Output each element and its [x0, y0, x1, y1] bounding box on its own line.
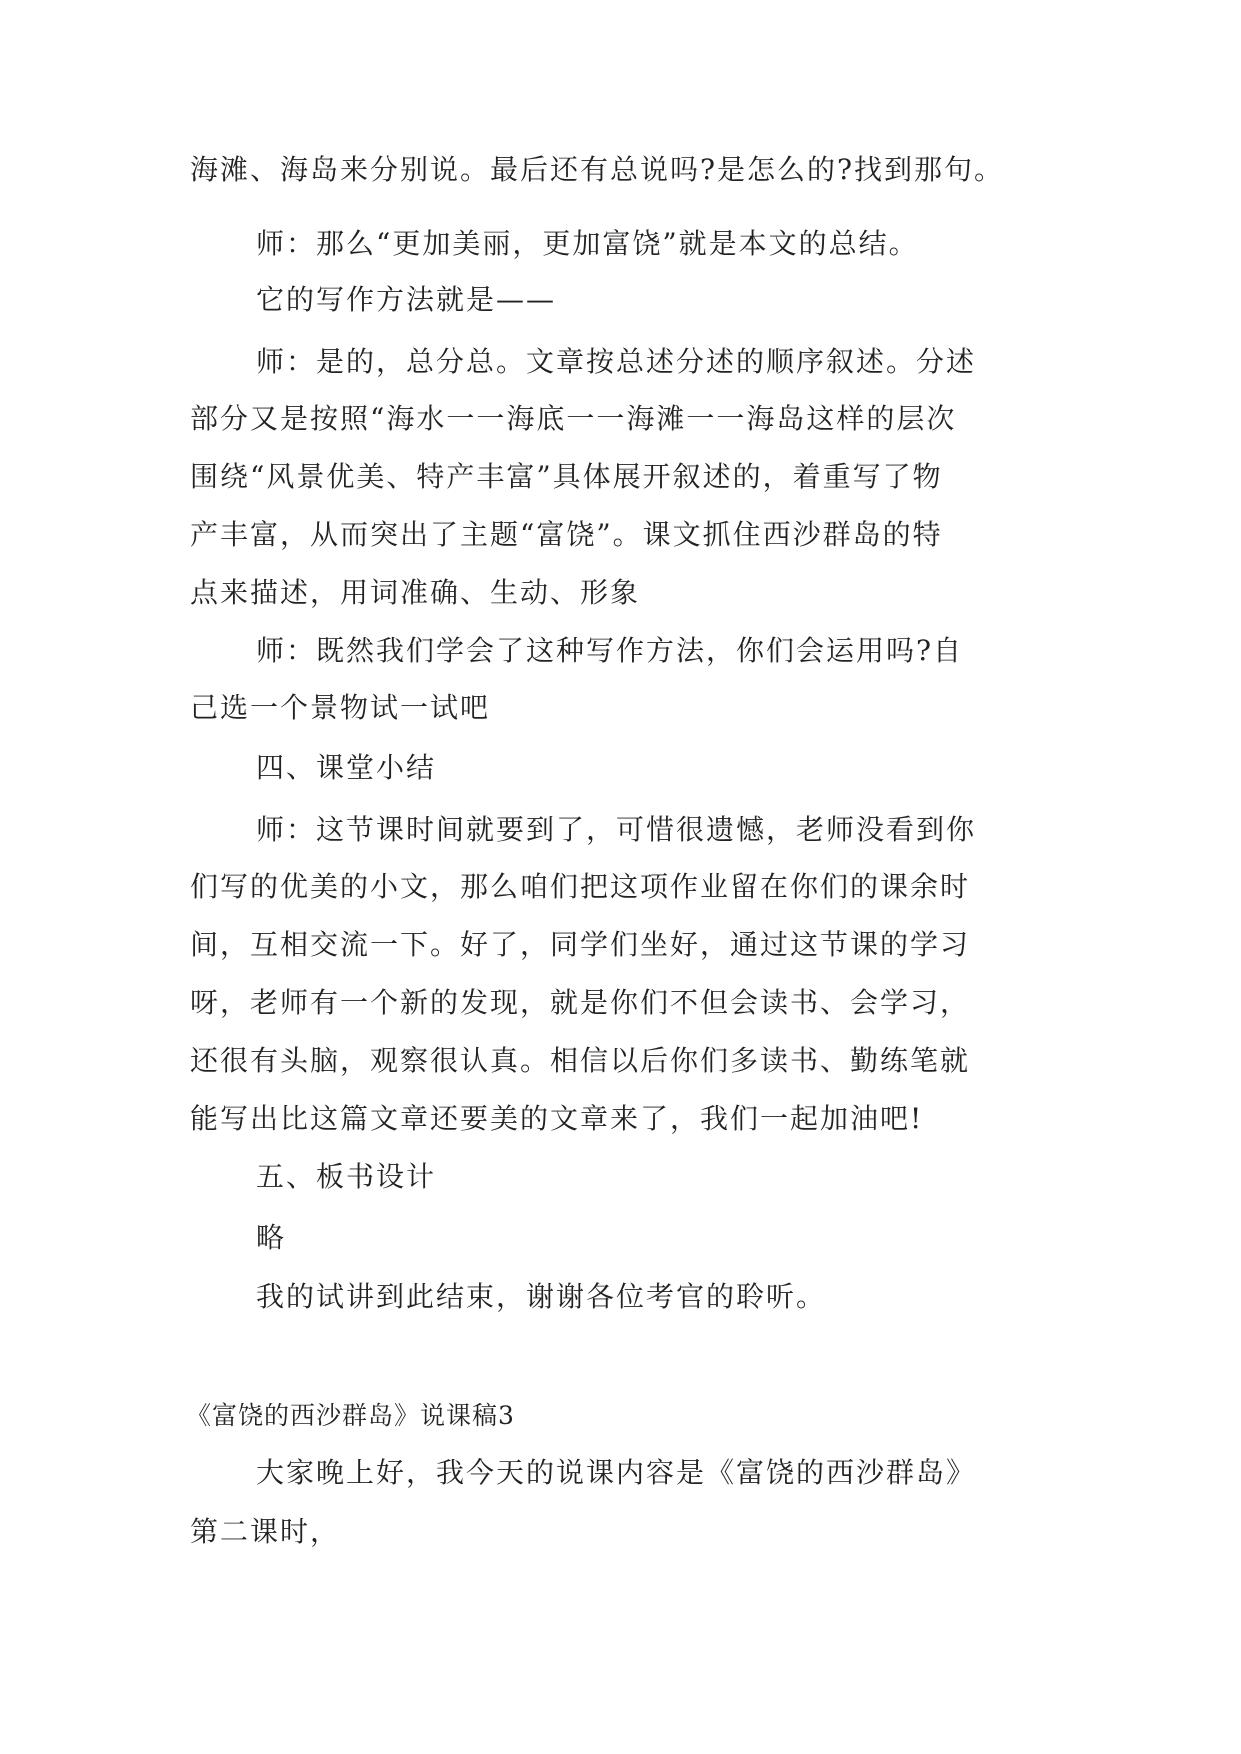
text-line: 师：那么“更加美丽，更加富饶”就是本文的总结。 — [256, 227, 919, 260]
text-line: 围绕“风景优美、特产丰富”具体展开叙述的，着重写了物 — [190, 460, 943, 493]
text-line: 能写出比这篇文章还要美的文章来了，我们一起加油吧! — [190, 1102, 924, 1135]
section-heading: 五、板书设计 — [256, 1160, 437, 1193]
text-line: 师：这节课时间就要到了，可惜很遗憾，老师没看到你 — [256, 813, 977, 846]
text-line: 点来描述，用词准确、生动、形象 — [190, 576, 641, 609]
text-line: 略 — [256, 1221, 287, 1254]
text-line: 师：是的，总分总。文章按总述分述的顺序叙述。分述 — [256, 345, 977, 378]
text-line: 它的写作方法就是—— — [256, 283, 557, 316]
text-line: 己选一个景物试一试吧 — [190, 691, 491, 724]
text-line: 们写的优美的小文，那么咱们把这项作业留在你们的课余时 — [190, 870, 971, 903]
text-line: 呀，老师有一个新的发现，就是你们不但会读书、会学习， — [190, 986, 971, 1019]
section-heading: 四、课堂小结 — [256, 751, 437, 784]
text-line: 还很有头脑，观察很认真。相信以后你们多读书、勤练笔就 — [190, 1044, 971, 1077]
text-line: 部分又是按照“海水一一海底一一海滩一一海岛这样的层次 — [190, 402, 957, 435]
text-line: 我的试讲到此结束，谢谢各位考官的聆听。 — [256, 1280, 827, 1313]
section-title: 《富饶的西沙群岛》说课稿3 — [186, 1401, 515, 1430]
text-line: 产丰富，从而突出了主题“富饶”。课文抓住西沙群岛的特 — [190, 518, 943, 551]
text-line: 第二课时， — [190, 1515, 341, 1548]
text-line: 师：既然我们学会了这种写作方法，你们会运用吗?自 — [256, 634, 964, 667]
text-line: 海滩、海岛来分别说。最后还有总说吗?是怎么的?找到那句。 — [190, 153, 1005, 186]
text-line: 大家晚上好，我今天的说课内容是《富饶的西沙群岛》 — [256, 1456, 977, 1489]
text-line: 间，互相交流一下。好了，同学们坐好，通过这节课的学习 — [190, 928, 971, 961]
